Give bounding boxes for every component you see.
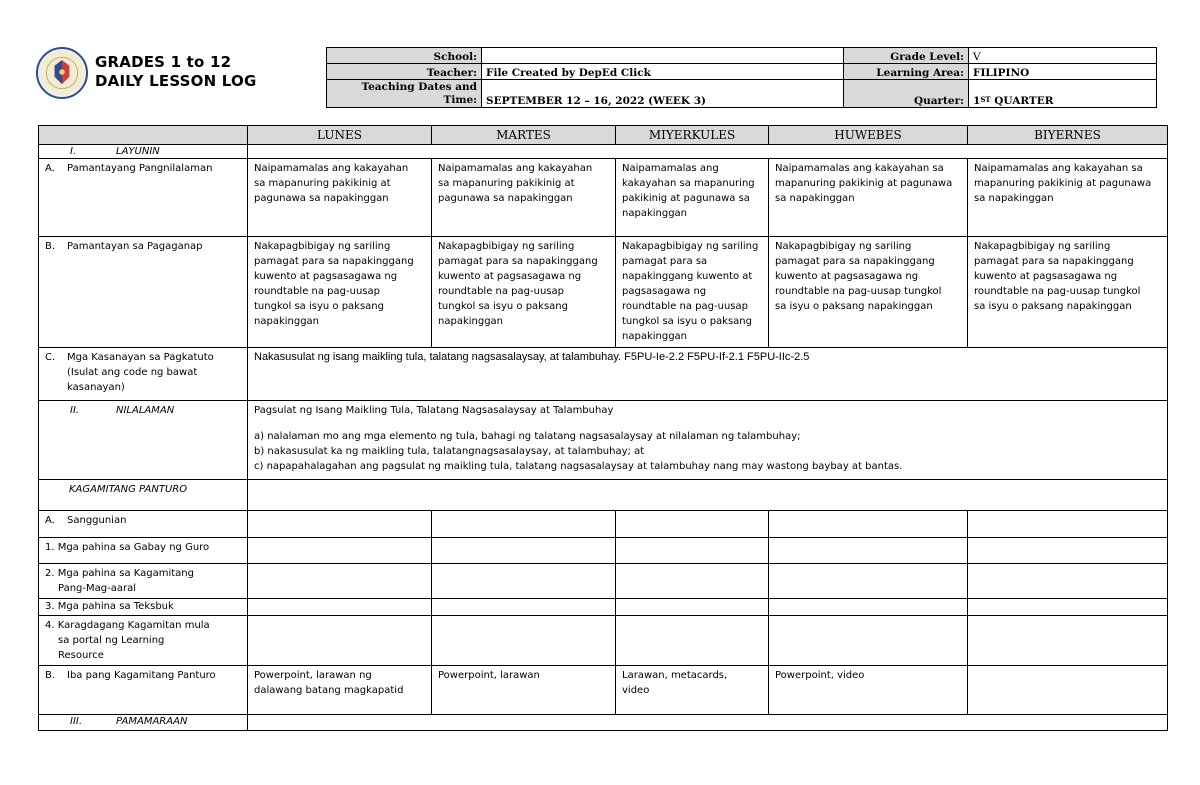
kasanayan-text: Nakasusulat ng isang maikling tula, talatang nagsasalaysay, at talambuhay.: [254, 351, 625, 363]
pagganap-miyerkules[interactable]: [616, 237, 769, 348]
section-marker: B.: [45, 670, 56, 681]
gabay-ng-guro-label: 1. Mga pahina sa Gabay ng Guro: [39, 538, 248, 564]
quarter-suffix: ST: [980, 95, 991, 104]
learning-area-label: Learning Area:: [844, 64, 969, 80]
label-line: (Isulat ang code ng bawat: [67, 367, 198, 378]
label-line: 2. Mga pahina sa Kagamitang: [45, 568, 194, 579]
section-label: [67, 350, 214, 395]
gabay-biyernes[interactable]: [968, 538, 1168, 564]
quarter-label: Quarter:: [844, 80, 969, 108]
section-label: Pamantayang Pangnilalaman: [67, 163, 213, 174]
dates-label-line-1: Teaching Dates and: [361, 81, 477, 93]
karagdagang-lunes[interactable]: [248, 616, 432, 666]
nilalaman-text: NILALAMAN: [116, 405, 175, 416]
cell-line: Powerpoint, larawan: [438, 670, 540, 681]
days-header-row: [39, 126, 1168, 145]
title-line-1: GRADES 1 to 12: [95, 53, 232, 71]
cell-line: Naipamamalas ang: [622, 163, 719, 174]
cell-line: Powerpoint, video: [775, 670, 865, 681]
quarter-field[interactable]: [969, 80, 1157, 108]
section-marker: B.: [45, 241, 56, 252]
iba-pang-kagamitan-label: [39, 666, 248, 715]
school-field[interactable]: [482, 48, 844, 64]
cell-line: kakayahan sa mapanuring: [622, 178, 755, 189]
cell-line: roundtable na pag-uusap: [254, 286, 380, 297]
label-line: sa portal ng Learning: [58, 635, 165, 646]
page-title: [95, 53, 257, 91]
dates-label-line-2: Time:: [443, 94, 477, 106]
iba-pang-huwebes[interactable]: [769, 666, 968, 715]
mga-kasanayan-cell[interactable]: [248, 348, 1168, 401]
dates-field[interactable]: SEPTEMBER 12 – 16, 2022 (WEEK 3): [482, 80, 844, 108]
sanggunian-label: [39, 511, 248, 538]
mag-aaral-martes[interactable]: [432, 564, 616, 599]
karagdagang-kagamitan-row: [39, 616, 1168, 666]
cell-line: sa napakinggan: [775, 193, 855, 204]
cell-line: Nakapagbibigay ng sariling: [622, 241, 759, 252]
cell-line: Nakapagbibigay ng sariling: [775, 241, 912, 252]
pagganap-lunes[interactable]: [248, 237, 432, 348]
cell-line: napakinggang kuwento at: [622, 271, 753, 282]
label-line: 4. Karagdagang Kagamitan mula: [45, 620, 210, 631]
nilalaman-cell[interactable]: [248, 401, 1168, 480]
day-header-lunes: LUNES: [248, 126, 432, 145]
cell-line: sa mapanuring pakikinig at: [438, 178, 575, 189]
iba-pang-miyerkules[interactable]: [616, 666, 769, 715]
nilalaman-item: c) napapahalagahan ang pagsulat ng maikling tula, talatang nagsasalaysay at talambuhay nang may wastong baybay at bantas.: [254, 461, 903, 472]
karagdagang-miyerkules[interactable]: [616, 616, 769, 666]
cell-line: roundtable na pag-uusap: [622, 301, 748, 312]
days-header-blank: [39, 126, 248, 145]
sanggunian-martes[interactable]: [432, 511, 616, 538]
pamamaraan-numeral: III.: [70, 716, 83, 727]
cell-line: pagunawa sa napakinggan: [438, 193, 573, 204]
kasanayan-codes: F5PU-Ie-2.2 F5PU-If-2.1 F5PU-IIc-2.5: [624, 351, 810, 363]
nilalaman-numeral: II.: [70, 405, 80, 416]
gabay-lunes[interactable]: [248, 538, 432, 564]
cell-line: Nakapagbibigay ng sariling: [254, 241, 391, 252]
label-line: Mga Kasanayan sa Pagkatuto: [67, 352, 214, 363]
cell-line: pamagat para sa napakinggang: [438, 256, 598, 267]
iba-pang-biyernes[interactable]: [968, 666, 1168, 715]
cell-line: sa napakinggan: [974, 193, 1054, 204]
sanggunian-miyerkules[interactable]: [616, 511, 769, 538]
kagamitang-panturo-row: [39, 480, 1168, 511]
cell-line: roundtable na pag-uusap tungkol: [974, 286, 1141, 297]
learning-area-field[interactable]: FILIPINO: [969, 64, 1157, 80]
karagdagang-biyernes[interactable]: [968, 616, 1168, 666]
cell-line: Naipamamalas ang kakayahan sa: [974, 163, 1143, 174]
cell-line: mapanuring pakikinig at pagunawa: [775, 178, 953, 189]
kagamitang-panturo-label: KAGAMITANG PANTURO: [39, 480, 248, 511]
layunin-label: [39, 145, 248, 159]
cell-line: sa isyu o paksang napakinggan: [775, 301, 933, 312]
sanggunian-huwebes[interactable]: [769, 511, 968, 538]
cell-line: Nakapagbibigay ng sariling: [974, 241, 1111, 252]
day-header-martes: MARTES: [432, 126, 616, 145]
karagdagang-huwebes[interactable]: [769, 616, 968, 666]
cell-line: napakinggan: [622, 208, 688, 219]
cell-line: napakinggan: [438, 316, 504, 327]
quarter-text: QUARTER: [990, 95, 1054, 107]
layunin-cell[interactable]: [248, 145, 1168, 159]
teksbuk-huwebes[interactable]: [769, 599, 968, 616]
cell-line: roundtable na pag-uusap: [438, 286, 564, 297]
pangnilalaman-biyernes[interactable]: [968, 159, 1168, 237]
section-label: Pamantayan sa Pagaganap: [67, 241, 203, 252]
nilalaman-item: a) nalalaman mo ang mga elemento ng tula, bahagi ng talatang nagsasalaysay at nilalaman ng talambuhay;: [254, 431, 801, 442]
cell-line: Powerpoint, larawan ng: [254, 670, 372, 681]
pamantayang-pangnilalaman-label: [39, 159, 248, 237]
section-marker: C.: [45, 352, 56, 363]
iba-pang-lunes[interactable]: [248, 666, 432, 715]
school-label: School:: [327, 48, 482, 64]
nilalaman-row: [39, 401, 1168, 480]
title-line-2: DAILY LESSON LOG: [95, 72, 257, 90]
cell-line: Nakapagbibigay ng sariling: [438, 241, 575, 252]
lesson-info-table: [326, 47, 1157, 108]
pangnilalaman-miyerkules[interactable]: [616, 159, 769, 237]
cell-line: tungkol sa isyu o paksang: [438, 301, 568, 312]
nilalaman-item: b) nakasusulat ka ng maikling tula, talatangnagsasalaysay, at talambuhay; at: [254, 446, 645, 457]
pamamaraan-cell[interactable]: [248, 715, 1168, 731]
cell-line: kuwento at pagsasagawa ng: [438, 271, 582, 282]
pamantayan-sa-pagganap-row: [39, 237, 1168, 348]
deped-seal-icon: [36, 47, 88, 99]
day-header-miyerkules: MIYERKULES: [616, 126, 769, 145]
section-marker: A.: [45, 515, 55, 526]
day-header-biyernes: BIYERNES: [968, 126, 1168, 145]
nilalaman-label: [39, 401, 248, 480]
layunin-text: LAYUNIN: [116, 146, 160, 157]
pamamaraan-label: [39, 715, 248, 731]
pangnilalaman-martes[interactable]: [432, 159, 616, 237]
day-header-huwebes: HUWEBES: [769, 126, 968, 145]
pamantayang-pangnilalaman-row: [39, 159, 1168, 237]
cell-line: pamagat para sa napakinggang: [254, 256, 414, 267]
pamamaraan-row: [39, 715, 1168, 731]
grade-level-label: Grade Level:: [844, 48, 969, 64]
cell-line: video: [622, 685, 650, 696]
mga-kasanayan-label: [39, 348, 248, 401]
cell-line: sa mapanuring pakikinig at: [254, 178, 391, 189]
cell-line: kuwento at pagsasagawa ng: [254, 271, 398, 282]
pamantayan-sa-pagganap-label: [39, 237, 248, 348]
sanggunian-row: [39, 511, 1168, 538]
mag-aaral-biyernes[interactable]: [968, 564, 1168, 599]
pamamaraan-text: PAMAMARAAN: [116, 716, 188, 727]
teksbuk-biyernes[interactable]: [968, 599, 1168, 616]
iba-pang-kagamitan-row: [39, 666, 1168, 715]
mag-aaral-lunes[interactable]: [248, 564, 432, 599]
karagdagang-kagamitan-label: [39, 616, 248, 666]
section-label: Iba pang Kagamitang Panturo: [67, 670, 216, 681]
lesson-log-table: [38, 125, 1168, 731]
cell-line: kuwento at pagsasagawa ng: [974, 271, 1118, 282]
layunin-row: [39, 145, 1168, 159]
teksbuk-row: [39, 599, 1168, 616]
section-marker: A.: [45, 163, 55, 174]
teksbuk-lunes[interactable]: [248, 599, 432, 616]
mga-kasanayan-row: [39, 348, 1168, 401]
cell-line: Naipamamalas ang kakayahan: [254, 163, 409, 174]
cell-line: dalawang batang magkapatid: [254, 685, 404, 696]
teacher-label: Teacher:: [327, 64, 482, 80]
cell-line: pamagat para sa: [622, 256, 708, 267]
gabay-ng-guro-row: [39, 538, 1168, 564]
teksbuk-miyerkules[interactable]: [616, 599, 769, 616]
sanggunian-lunes[interactable]: [248, 511, 432, 538]
pagganap-huwebes[interactable]: [769, 237, 968, 348]
cell-line: pagsasagawa ng: [622, 286, 707, 297]
cell-line: Naipamamalas ang kakayahan: [438, 163, 593, 174]
pagganap-martes[interactable]: [432, 237, 616, 348]
cell-line: pamagat para sa napakinggang: [974, 256, 1134, 267]
mag-aaral-huwebes[interactable]: [769, 564, 968, 599]
label-line: Resource: [58, 650, 104, 661]
kagamitang-panturo-cell[interactable]: [248, 480, 1168, 511]
layunin-numeral: I.: [70, 146, 77, 157]
cell-line: pamagat para sa napakinggang: [775, 256, 935, 267]
quarter-number: 1: [973, 95, 981, 107]
gabay-huwebes[interactable]: [769, 538, 968, 564]
nilalaman-title: Pagsulat ng Isang Maikling Tula, Talatang Nagsasalaysay at Talambuhay: [254, 405, 614, 416]
cell-line: napakinggan: [622, 331, 688, 342]
pagganap-biyernes[interactable]: [968, 237, 1168, 348]
kagamitang-mag-aaral-row: [39, 564, 1168, 599]
cell-line: pagunawa sa napakinggan: [254, 193, 389, 204]
pangnilalaman-huwebes[interactable]: [769, 159, 968, 237]
cell-line: kuwento at pagsasagawa ng: [775, 271, 919, 282]
section-label: Sanggunian: [67, 515, 127, 526]
cell-line: sa isyu o paksang napakinggan: [974, 301, 1132, 312]
karagdagang-martes[interactable]: [432, 616, 616, 666]
mag-aaral-miyerkules[interactable]: [616, 564, 769, 599]
kagamitang-mag-aaral-label: [39, 564, 248, 599]
teacher-field[interactable]: File Created by DepEd Click: [482, 64, 844, 80]
grade-level-field[interactable]: V: [969, 48, 1157, 64]
sanggunian-biyernes[interactable]: [968, 511, 1168, 538]
teksbuk-label: 3. Mga pahina sa Teksbuk: [39, 599, 248, 616]
cell-line: Larawan, metacards,: [622, 670, 728, 681]
gabay-miyerkules[interactable]: [616, 538, 769, 564]
cell-line: tungkol sa isyu o paksang: [254, 301, 384, 312]
cell-line: roundtable na pag-uusap tungkol: [775, 286, 942, 297]
label-line: Pang-Mag-aaral: [58, 583, 136, 594]
cell-line: napakinggan: [254, 316, 320, 327]
iba-pang-martes[interactable]: [432, 666, 616, 715]
cell-line: tungkol sa isyu o paksang: [622, 316, 752, 327]
cell-line: pakikinig at pagunawa sa: [622, 193, 750, 204]
nilalaman-spacer: [254, 418, 1161, 429]
gabay-martes[interactable]: [432, 538, 616, 564]
dates-label: [327, 80, 482, 108]
label-line: kasanayan): [67, 382, 125, 393]
pangnilalaman-lunes[interactable]: [248, 159, 432, 237]
cell-line: mapanuring pakikinig at pagunawa: [974, 178, 1152, 189]
cell-line: Naipamamalas ang kakayahan sa: [775, 163, 944, 174]
teksbuk-martes[interactable]: [432, 599, 616, 616]
